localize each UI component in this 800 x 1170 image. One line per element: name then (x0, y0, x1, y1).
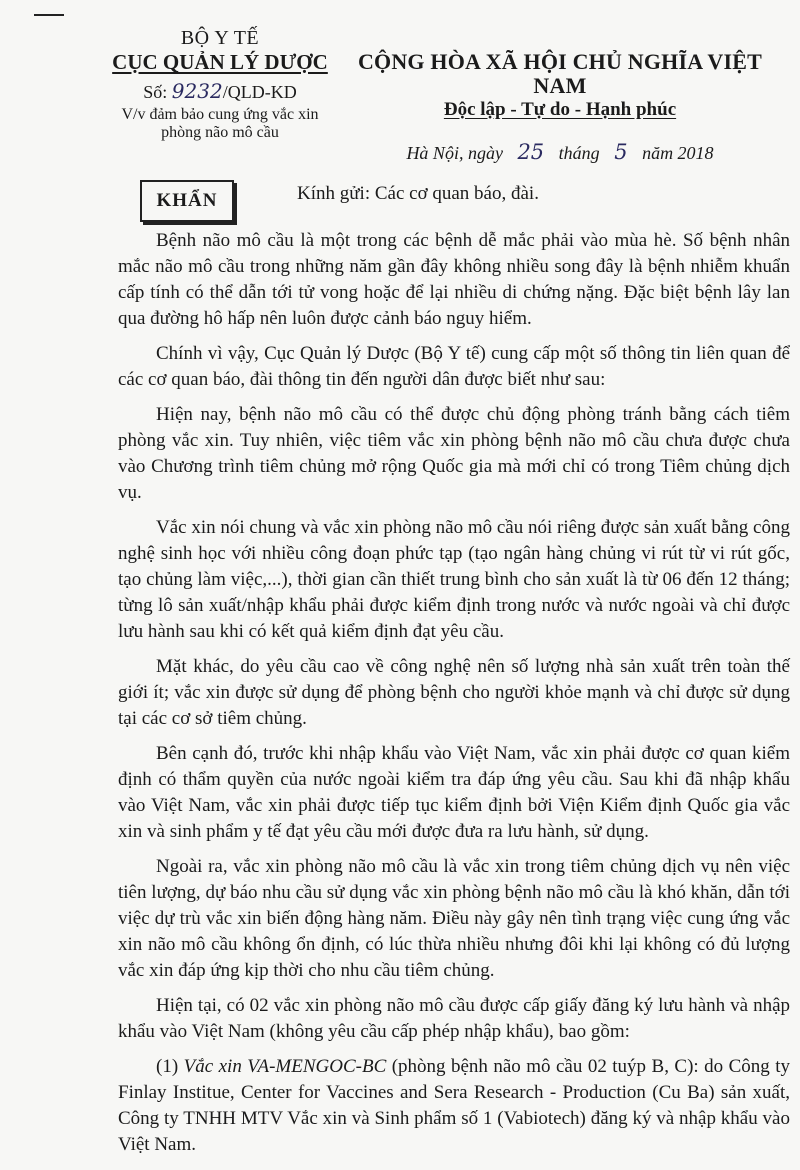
corner-mark (34, 14, 64, 16)
document-body (118, 228, 790, 1170)
date-month-label: tháng (558, 143, 600, 163)
nation-name: CỘNG HÒA XÃ HỘI CHỦ NGHĨA VIỆT NAM (357, 49, 763, 98)
date-place: Hà Nội, ngày (406, 143, 503, 163)
date-year: năm 2018 (642, 143, 714, 163)
issuer-header (95, 26, 345, 142)
paragraph-7: Ngoài ra, vắc xin phòng não mô cầu là vắc xin trong tiêm chủng dịch vụ nên việc tiên lượng, dự báo nhu cầu sử dụng vắc xin phòng bệnh não mô cầu là khó khăn, dẫn tới việc dự trù vắc xin biến động hàng năm. Điều này gây nên tình trạng việc cung ứng vắc xin não mô cầu không ổn định, có lúc thừa nhiều nhưng đôi khi lại không có đủ lượng vắc xin đáp ứng kịp thời cho nhu cầu tiêm chủng. (118, 856, 790, 981)
date-month: 5 (614, 140, 628, 164)
issue-date (340, 140, 780, 164)
ministry-name: BỘ Y TẾ (180, 27, 260, 49)
national-motto: Độc lập - Tự do - Hạnh phúc (443, 99, 677, 120)
paragraph-8: Hiện tại, có 02 vắc xin phòng não mô cầu được cấp giấy đăng ký lưu hành và nhập khẩu vào Việt Nam (không yêu cầu cấp phép nhập khẩu), bao gồm: (118, 995, 790, 1042)
paragraph-4: Vắc xin nói chung và vắc xin phòng não mô cầu nói riêng được sản xuất bằng công nghệ sinh học với nhiều công đoạn phức tạp (tạo ngân hàng chủng vi rút từ vi rút gốc, tạo chủng làm việc,...), thời gian cần thiết trung bình cho sản xuất là từ 06 đến 12 tháng; từng lô sản xuất/nhập khẩu phải được kiểm định trong nước và nước ngoài và chỉ được lưu hành sau khi có kết quả kiểm định đạt yêu cầu. (118, 517, 790, 642)
paragraph-3: Hiện nay, bệnh não mô cầu có thể được chủ động phòng tránh bằng cách tiêm phòng vắc xin. Tuy nhiên, việc tiêm vắc xin phòng bệnh não mô cầu chưa được chưa vào Chương trình tiêm chủng mở rộng Quốc gia mà mới chỉ có trong Tiêm chủng dịch vụ. (118, 404, 790, 503)
paragraph-6: Bên cạnh đó, trước khi nhập khẩu vào Việt Nam, vắc xin phải được cơ quan kiểm định có thẩm quyền của nước ngoài kiểm tra đáp ứng yêu cầu. Sau khi đã nhập khẩu vào Việt Nam, vắc xin phải được tiếp tục kiểm định bởi Viện Kiểm định Quốc gia vắc xin và sinh phẩm y tế đạt yêu cầu mới được đưa ra lưu hành, sử dụng. (118, 743, 790, 842)
document-number (95, 77, 345, 106)
item-1-vaccine-name: Vắc xin VA-MENGOC-BC (183, 1056, 387, 1077)
national-header (340, 50, 780, 164)
doc-number-suffix: /QLD-KD (222, 82, 297, 102)
list-item-1 (118, 1054, 790, 1158)
recipient-line: Kính gửi: Các cơ quan báo, đài. (297, 183, 539, 204)
agency-name: CỤC QUẢN LÝ DƯỢC (112, 50, 328, 74)
doc-number-handwritten: 9232 (171, 79, 223, 103)
urgent-stamp: KHẨN (140, 180, 234, 222)
paragraph-2: Chính vì vậy, Cục Quản lý Dược (Bộ Y tế) cung cấp một số thông tin liên quan để các cơ quan báo, đài thông tin đến người dân được biết như sau: (118, 343, 790, 390)
doc-number-prefix: Số: (143, 82, 168, 102)
paragraph-5: Mặt khác, do yêu cầu cao về công nghệ nên số lượng nhà sản xuất trên toàn thế giới ít; vắc xin được sử dụng để phòng bệnh cho người khỏe mạnh và chỉ được sử dụng tại các cơ sở tiêm chủng. (118, 656, 790, 729)
subject-line-1: V/v đảm bảo cung ứng vắc xin (121, 106, 319, 123)
date-day: 25 (517, 140, 545, 164)
item-1-number: (1) (156, 1056, 179, 1077)
subject-line-2: phòng não mô cầu (161, 124, 279, 141)
item-1-text: (phòng bệnh não mô cầu 02 tuýp B, C): do Công ty Finlay Institue, Center for Vaccines and Sera Research - Production (Cu Ba) sản xuất, Công ty TNHH MTV Vắc xin và Sinh phẩm số 1 (Vabiotech) đăng ký và nhập khẩu vào Việt Nam. (118, 1056, 790, 1155)
paragraph-1: Bệnh não mô cầu là một trong các bệnh dễ mắc phải vào mùa hè. Số bệnh nhân mắc não mô cầu trong những năm gần đây không nhiều song đây là bệnh nhiễm khuẩn cấp tính có thể dẫn tới tử vong hoặc để lại nhiều di chứng nặng. Đặc biệt bệnh lây lan qua đường hô hấp nên luôn được cảnh báo nguy hiểm. (118, 230, 790, 329)
